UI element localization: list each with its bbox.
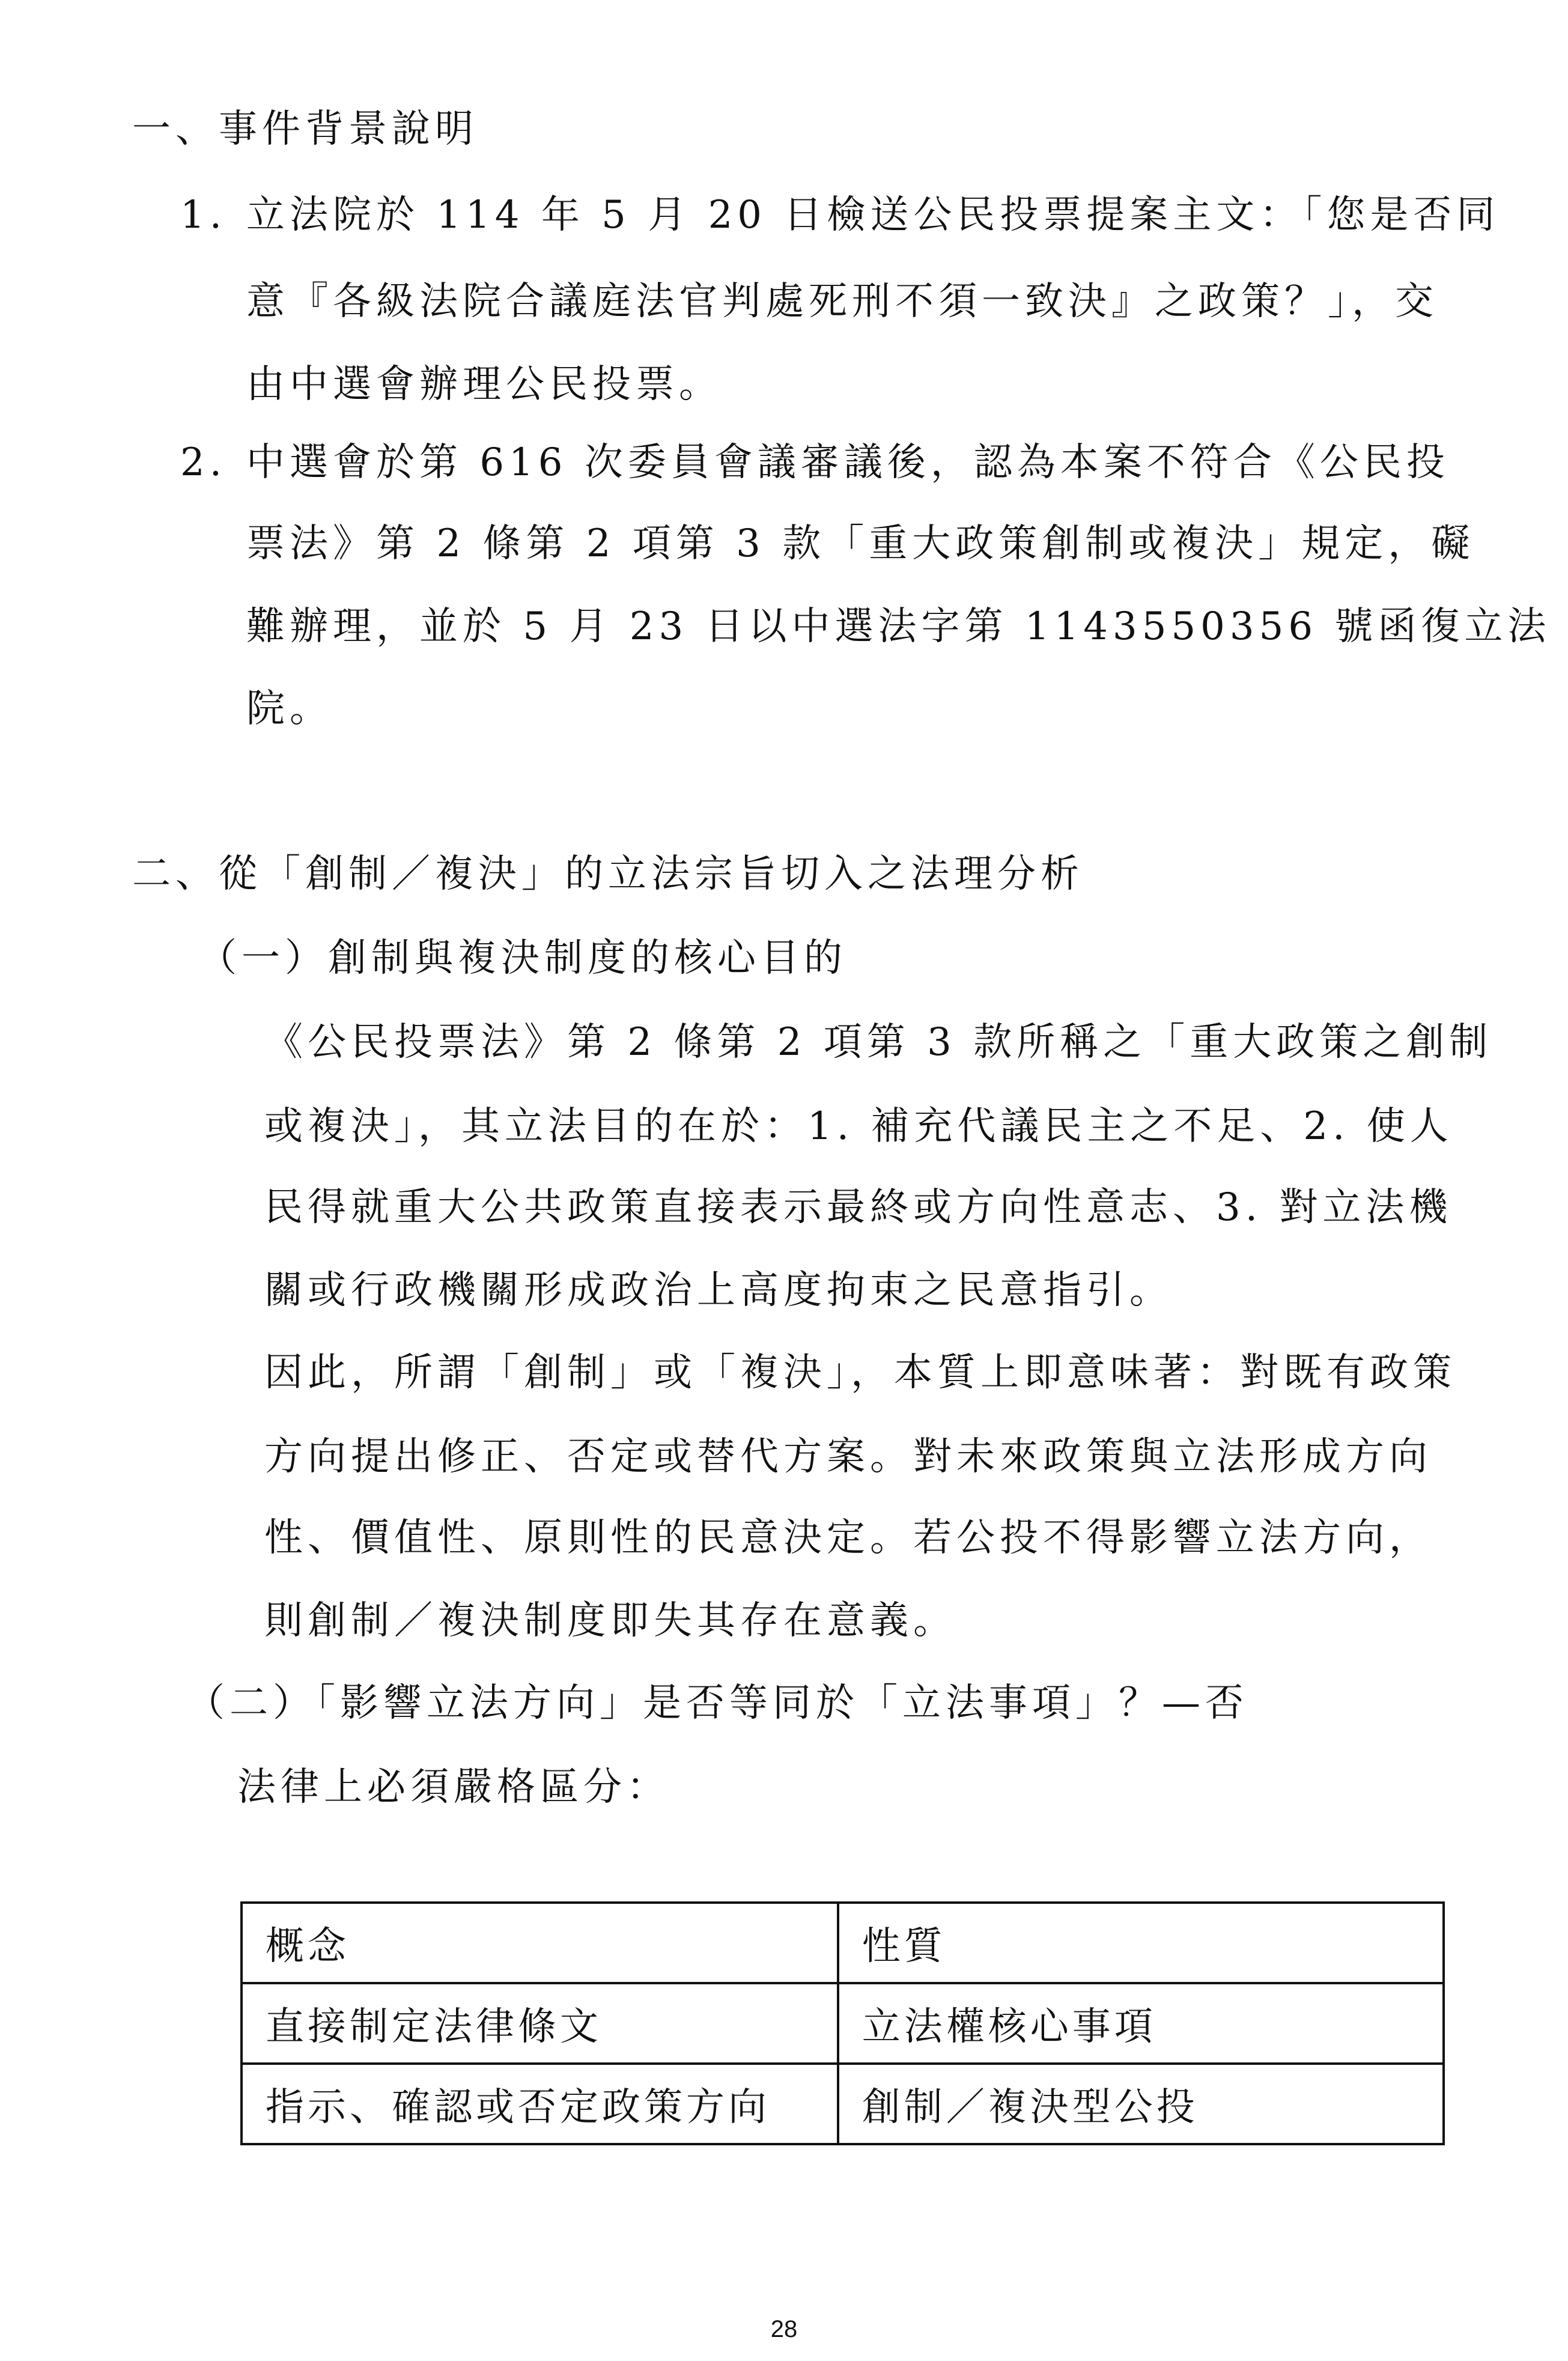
sub-2-intro: 法律上必須嚴格區分： [237,1765,670,1809]
item-2-line-4: 院。 [246,687,333,731]
table-cell: 指示、確認或否定政策方向 [242,2064,838,2144]
table-cell: 創制／複決型公投 [838,2064,1444,2144]
concept-table [240,1901,1445,2145]
sub-1-heading: （一）創制與複決制度的核心目的 [198,936,847,980]
sub-1-para-2-line-4: 則創制／複決制度即失其存在意義。 [264,1599,956,1643]
item-1-number: 1. [180,193,227,237]
sub-1-para-2-line-1: 因此，所謂「創制」或「複決」，本質上即意味著：對既有政策 [264,1351,1456,1395]
sub-1-para-2-line-3: 性、價值性、原則性的民意決定。若公投不得影響立法方向， [264,1516,1432,1560]
sub-2-heading: （二）「影響立法方向」是否等同於「立法事項」？—否 [186,1681,1248,1725]
table-cell: 直接制定法律條文 [242,1983,838,2064]
sub-1-para-2-line-2: 方向提出修正、否定或替代方案。對未來政策與立法形成方向 [264,1435,1432,1479]
item-2-line-1: 中選會於第 616 次委員會議審議後，認為本案不符合《公民投 [246,440,1450,485]
item-2-line-3: 難辦理，並於 5 月 23 日以中選法字第 1143550356 號函復立法 [246,604,1551,649]
table-row [242,1983,1444,2064]
item-2-number: 2. [180,440,227,485]
sub-1-para-1-line-4: 關或行政機關形成政治上高度拘束之民意指引。 [264,1268,1173,1313]
item-1-line-2: 意『各級法院合議庭法官判處死刑不須一致決』之政策？」，交 [246,279,1438,324]
page-number: 28 [770,2316,798,2342]
section-1-heading: 一、事件背景說明 [132,107,478,151]
sub-1-para-1-line-1: 《公民投票法》第 2 條第 2 項第 3 款所稱之「重大政策之創制 [264,1020,1493,1065]
item-2-line-2: 票法》第 2 條第 2 項第 3 款「重大政策創制或複決」規定，礙 [246,521,1475,566]
item-1-line-1: 立法院於 114 年 5 月 20 日檢送公民投票提案主文：「您是否同 [246,193,1500,237]
table-header-concept: 概念 [242,1903,838,1983]
table-header-row [242,1903,1444,1983]
table-cell: 立法權核心事項 [838,1983,1444,2064]
table-header-nature: 性質 [838,1903,1444,1983]
section-2-heading: 二、從「創制／複決」的立法宗旨切入之法理分析 [132,852,1084,896]
item-1-line-3: 由中選會辦理公民投票。 [246,362,722,407]
sub-1-para-1-line-2: 或複決」，其立法目的在於：1. 補充代議民主之不足、2. 使人 [264,1104,1453,1149]
sub-1-para-1-line-3: 民得就重大公共政策直接表示最終或方向性意志、3. 對立法機 [264,1185,1453,1230]
table-row [242,2064,1444,2144]
